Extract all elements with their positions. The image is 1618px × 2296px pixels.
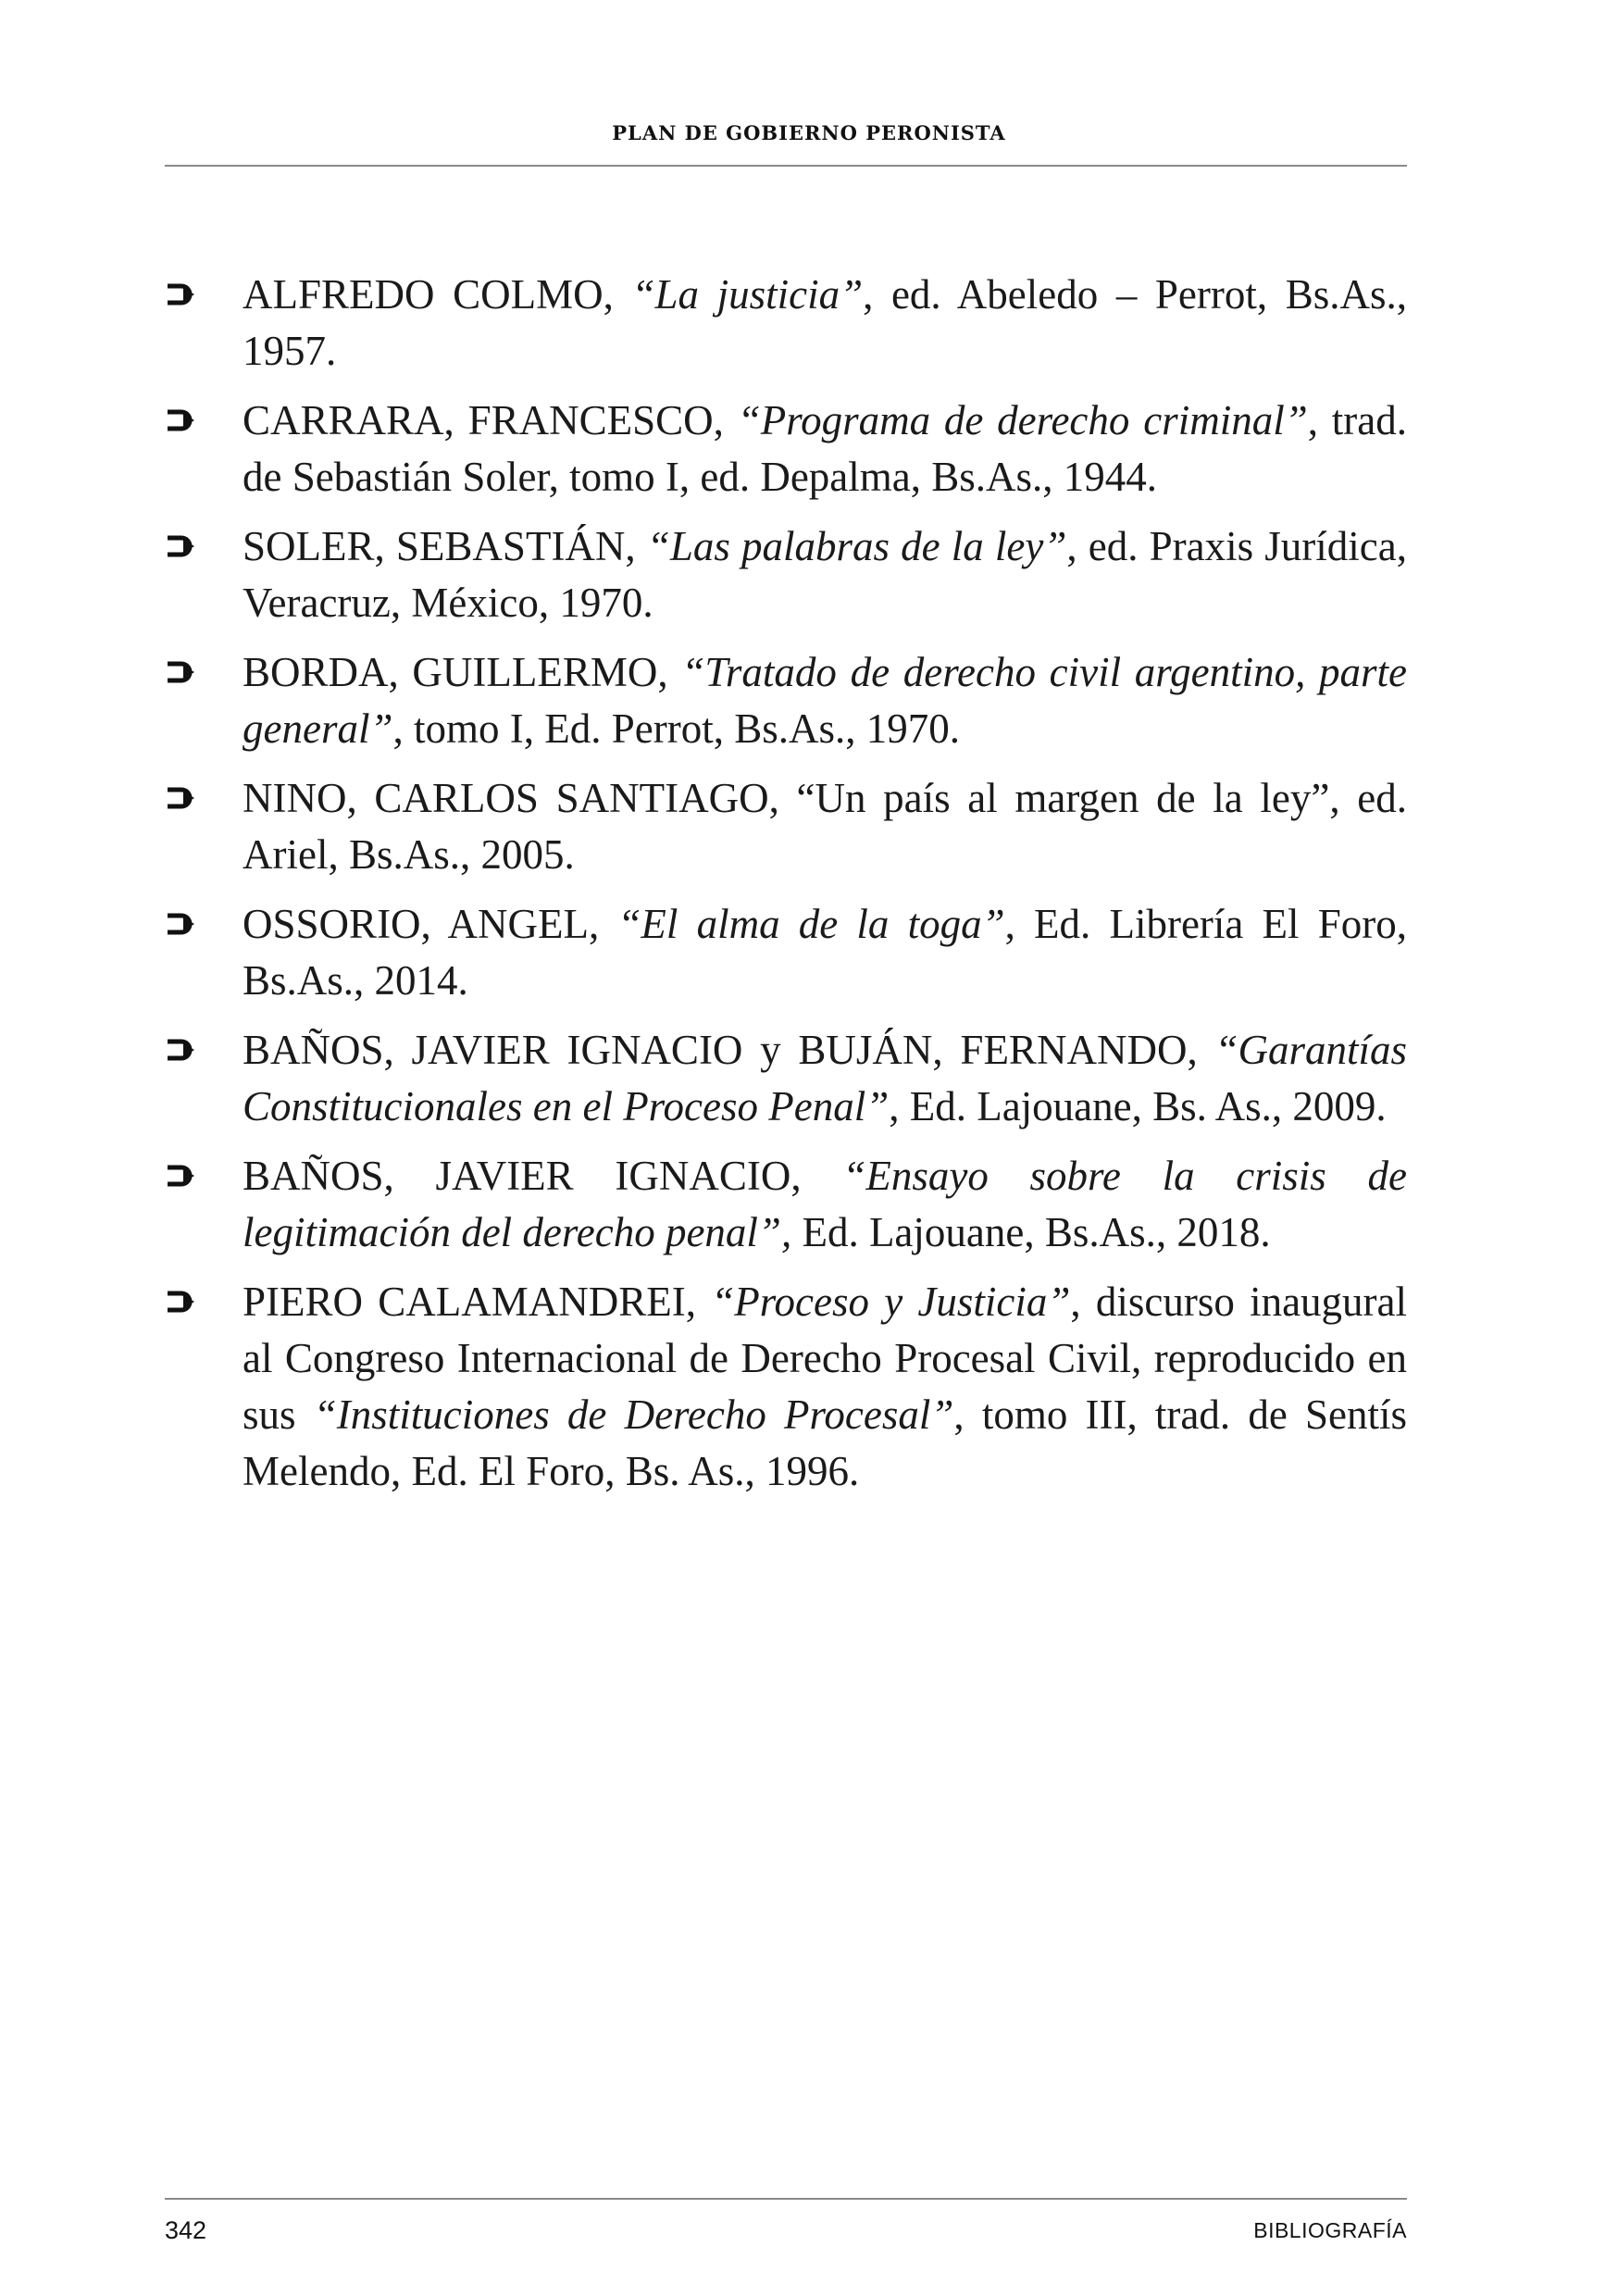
bibliography-entry	[165, 1148, 1407, 1261]
right-arrow-icon	[165, 912, 196, 936]
entry-author: PIERO CALAMANDREI,	[243, 1279, 712, 1325]
entry-details: , ed. Praxis Jurídica, Veracruz, México, 1970.	[243, 523, 1407, 626]
bibliography-entry	[165, 1022, 1407, 1135]
entry-details: , Ed. Librería El Foro, Bs.As., 2014.	[243, 901, 1407, 1004]
entry-title: “Proceso y Justicia”	[711, 1279, 1071, 1325]
entry-details: , Ed. Lajouane, Bs. As., 2009.	[889, 1083, 1387, 1129]
right-arrow-icon	[165, 534, 196, 558]
entry-title: “Ensayo sobre la crisis de legitimación del derecho penal”,	[243, 1153, 1407, 1255]
right-arrow-icon	[165, 282, 196, 306]
footer-rule	[165, 2198, 1407, 2200]
running-title: PLAN DE GOBIERNO PERONISTA	[612, 121, 1006, 144]
right-arrow-icon	[165, 1038, 196, 1062]
header-rule	[165, 165, 1407, 167]
bibliography-entry	[165, 1274, 1407, 1500]
entry-details: “Un país al margen de la ley”, ed. Ariel, Bs.As., 2005.	[243, 775, 1407, 878]
bibliography-entry	[165, 393, 1407, 505]
entry-title: “Las palabras de la ley”	[646, 523, 1067, 569]
right-arrow-icon	[165, 1164, 196, 1188]
entry-title: “Programa de derecho criminal”	[737, 397, 1308, 443]
entry-title: “Garantías Constitucionales en el Proceso Penal”	[243, 1027, 1407, 1129]
entry-details: , trad. de Sebastián Soler, tomo I, ed. Depalma, Bs.As., 1944.	[243, 397, 1407, 500]
entry-details: Ed. Lajouane, Bs.As., 2018.	[791, 1209, 1271, 1255]
entry-author: ALFREDO COLMO,	[243, 271, 632, 318]
entry-author: CARRARA, FRANCESCO,	[243, 397, 738, 443]
entry-details: , ed. Abeledo – Perrot, Bs.As., 1957.	[243, 271, 1408, 374]
bibliography-entry	[165, 770, 1407, 883]
right-arrow-icon	[165, 408, 196, 432]
entry-title: “La justicia”	[631, 271, 864, 318]
section-title: BIBLIOGRAFÍA	[1253, 2218, 1407, 2242]
entry-author: BORDA, GUILLERMO,	[243, 649, 682, 695]
right-arrow-icon	[165, 786, 196, 810]
bibliography-entry	[165, 518, 1407, 631]
entry-title: “Tratado de derecho civil argentino, parte general”	[243, 649, 1407, 752]
entry-title: “El alma de la toga”	[617, 901, 1005, 947]
bibliography-list	[165, 267, 1407, 1513]
entry-author: BAÑOS, JAVIER IGNACIO y BUJÁN, FERNANDO,	[243, 1027, 1215, 1073]
entry-author: SOLER, SEBASTIÁN,	[243, 523, 647, 569]
bibliography-entry	[165, 267, 1407, 380]
entry-author: OSSORIO, ANGEL,	[243, 901, 618, 947]
entry-details-secondary: , tomo III, trad. de Sentís Melendo, Ed. El Foro, Bs. As., 1996.	[243, 1391, 1408, 1494]
page-number: 342	[165, 2216, 207, 2244]
right-arrow-icon	[165, 1290, 196, 1314]
bibliography-entry	[165, 896, 1407, 1009]
right-arrow-icon	[165, 660, 196, 684]
entry-details: , discurso inaugural al Congreso Internacional de Derecho Procesal Civil, reproducido en sus	[243, 1279, 1408, 1438]
entry-details: , tomo I, Ed. Perrot, Bs.As., 1970.	[392, 705, 960, 752]
entry-title-secondary: “Instituciones de Derecho Procesal”	[313, 1391, 954, 1438]
entry-author: NINO, CARLOS SANTIAGO,	[243, 775, 797, 821]
bibliography-entry	[165, 644, 1407, 757]
entry-author: BAÑOS, JAVIER IGNACIO,	[243, 1153, 843, 1199]
